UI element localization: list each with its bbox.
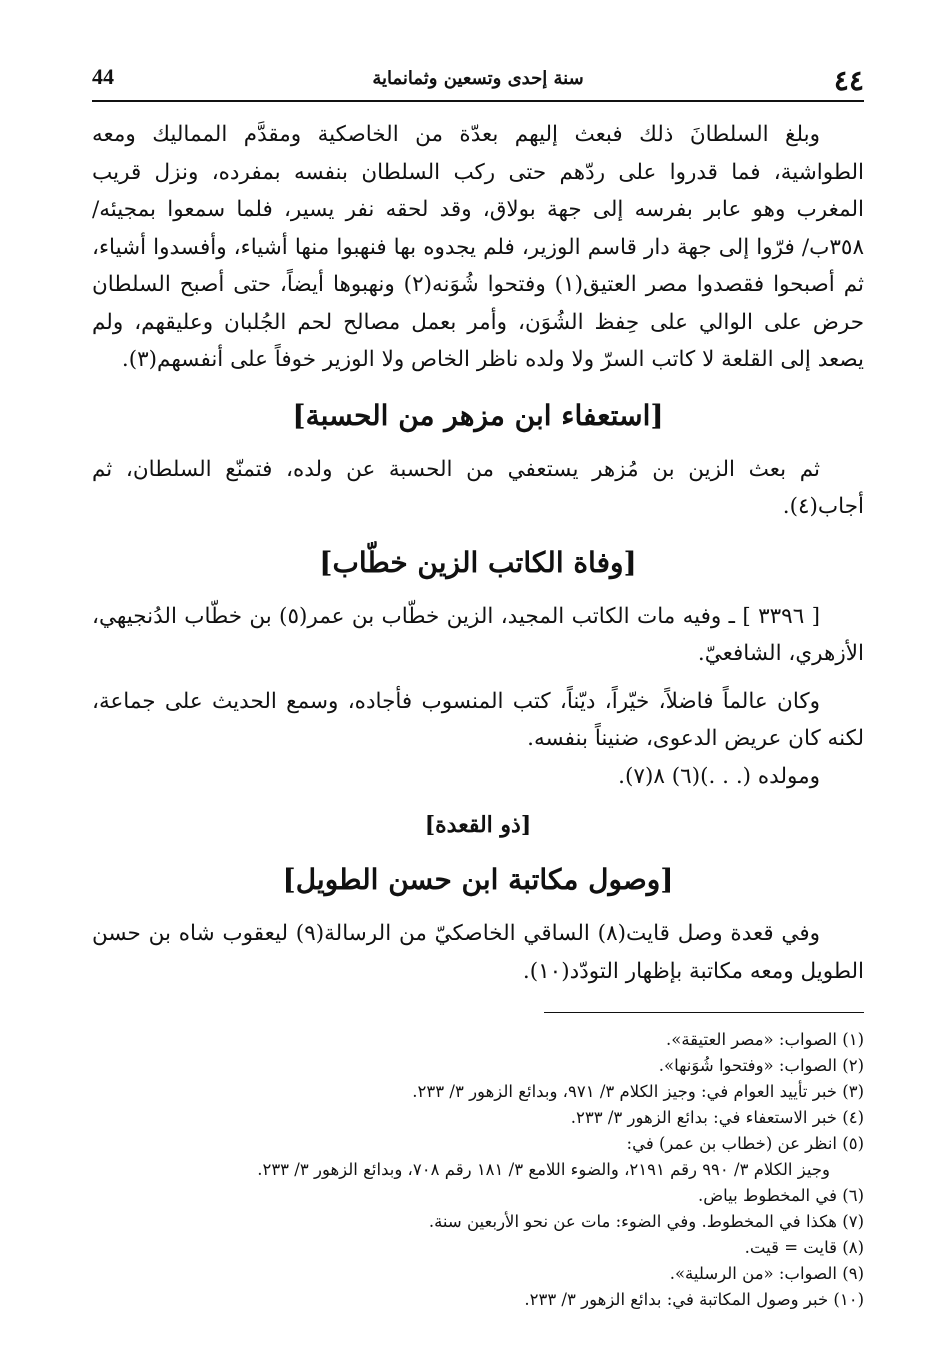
- page-number-latin: 44: [92, 64, 114, 89]
- footnote-6: (٦) في المخطوط بياض.: [697, 1186, 864, 1205]
- section-heading-death: [وفاة الكاتب الزين خطّاب]: [319, 545, 637, 579]
- paragraph-letter-arrival: وفي قعدة وصل قايت(٨) الساقي الخاصكيّ من الرسالة(٩) ليعقوب شاه بن حسن الطويل ومعه مكاتبة بإظهار التودّد(١٠).: [92, 921, 864, 984]
- page-header: [92, 58, 864, 98]
- paragraph-obituary-entry: [ ٣٣٩٦ ] ـ وفيه مات الكاتب المجيد، الزين خطّاب بن عمر(٥) بن خطّاب الدُنجيهي، الأزهري، الشافعيّ.: [92, 603, 864, 666]
- footnote-9: (٩) الصواب: «من الرسلية».: [669, 1264, 864, 1283]
- section-heading-resignation: [استعفاء ابن مزهر من الحسبة]: [292, 398, 664, 432]
- footnote-7: (٧) هكذا في المخطوط. وفي الضوء: مات عن نحو الأربعين سنة.: [428, 1212, 864, 1231]
- paragraph-obituary-description: وكان عالماً فاضلاً، خيّراً، ديّناً، كتب المنسوب فأجاده، وسمع الحديث على جماعة، لكنه كان عريض الدعوى، ضنيناً بنفسه.: [92, 688, 864, 751]
- footnote-5-continuation: وجيز الكلام ٣/ ٩٩٠ رقم ٢١٩١، والضوء اللامع ٣/ ١٨١ رقم ٧٠٨، وبدائع الزهور ٣/ ٢٣٣.: [257, 1160, 830, 1179]
- paragraph-birth: ومولده (. . .)(٦) ٨(٧).: [618, 763, 820, 789]
- page-number-arabic: ٤٤: [833, 64, 864, 97]
- footnote-8: (٨) قايت = قيت.: [744, 1238, 864, 1257]
- paragraph-resignation: ثم بعث الزين بن مُزهر يستعفي من الحسبة عن ولده، فتمنّع السلطان، ثم أجاب(٤).: [92, 456, 864, 519]
- main-text: [92, 116, 864, 1313]
- footnote-divider: [544, 1012, 864, 1013]
- month-heading: [ذو القعدة]: [424, 812, 532, 838]
- header-divider: [92, 100, 864, 102]
- footnote-4: (٤) خبر الاستعفاء في: بدائع الزهور ٣/ ٢٣٣.: [570, 1108, 864, 1127]
- footnote-3: (٣) خبر تأييد العوام في: وجيز الكلام ٣/ ٩٧١، وبدائع الزهور ٣/ ٢٣٣.: [412, 1082, 864, 1101]
- running-title: سنة إحدى وتسعين وثمانماية: [372, 68, 584, 89]
- footnotes: [92, 1027, 864, 1313]
- section-heading-letter: [وصول مكاتبة ابن حسن الطويل]: [282, 863, 674, 896]
- paragraph-sultan-response: وبلغ السلطانَ ذلك فبعث إليهم بعدّة من الخاصكية ومقدَّم المماليك ومعه الطواشية، فما قدروا على ردّهم حتى ركب السلطان بنفسه بمفرده، ونزل قريب المغرب وهو عابر بفرسه إلى جهة بولاق، وقد لحقه نفر يسير، فلما سمعوا بمجيئه/٣٥٨ب/ فرّوا إلى جهة دار قاسم الوزير، فلم يجدوه بها فنهبوا منها أشياء، وأفسدوا أشياء، ثم أصبحوا فقصدوا مصر العتيق(١) وفتحوا شُوَنه(٢) ونهبوها أيضاً، حتى أصبح السلطان حرض على الوالي على حِفظ الشُوَن، وأمر بعمل مصالح لحم الجُلبان وعليقهم، ولم يصعد إلى القلعة لا كاتب السرّ ولا ولده ناظر الخاص ولا الوزير خوفاً على أنفسهم(٣).: [92, 122, 864, 372]
- footnote-5: (٥) انظر عن (خطاب بن عمر) في:: [626, 1134, 864, 1153]
- footnote-10: (١٠) خبر وصول المكاتبة في: بدائع الزهور ٣/ ٢٣٣.: [524, 1290, 864, 1309]
- footnote-1: (١) الصواب: «مصر العتيقة».: [665, 1030, 864, 1049]
- footnote-2: (٢) الصواب: «وفتحوا شُوَنها».: [658, 1056, 864, 1075]
